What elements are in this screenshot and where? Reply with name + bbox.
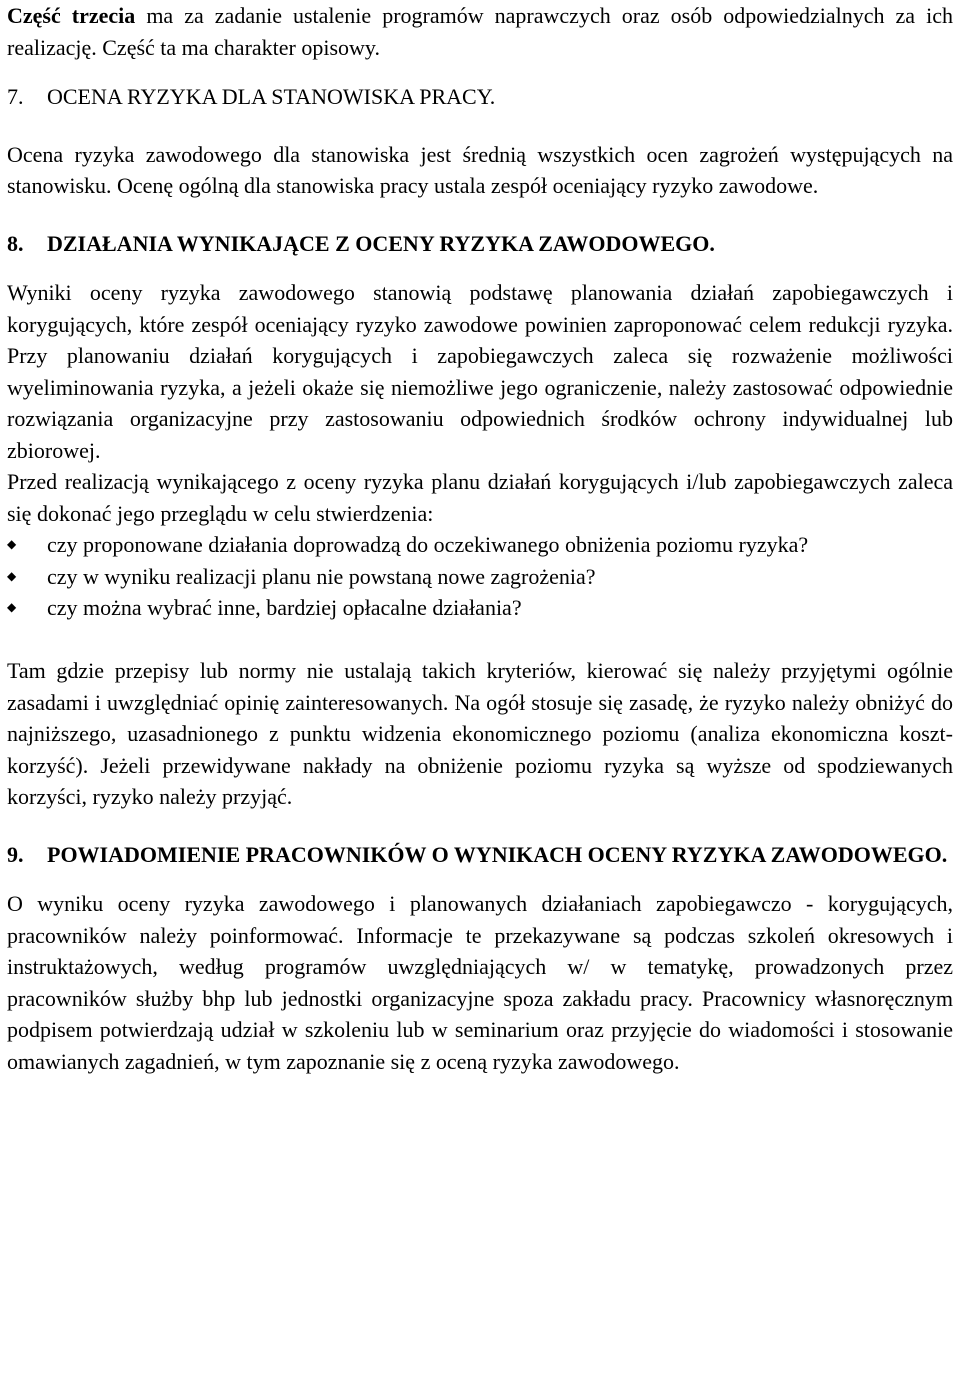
diamond-icon: ◆ [7, 537, 17, 551]
section-8-paragraph-3: Tam gdzie przepisy lub normy nie ustalają takich kryteriów, kierować się należy przyjętymi ogólnie zasadami i uwzględniać opinię zainteresowanych. Na ogół stosuje się zasadę, że ryzyko należy obniżyć do najniższego, uzasadnionego z punktu widzenia ekonomicznego poziomu (analiza ekonomiczna koszt-korzyść). Jeżeli przewidywane nakłady na obniżenie poziomu ryzyka są wyższe od spodziewanych korzyści, ryzyko należy przyjąć. [7, 658, 953, 809]
section-7-title: OCENA RYZYKA DLA STANOWISKA PRACY. [47, 84, 496, 109]
section-8-heading [7, 228, 953, 260]
diamond-icon: ◆ [7, 568, 17, 583]
list-item-text: czy można wybrać inne, bardziej opłacalne działania? [47, 595, 522, 620]
section-7-number: 7. [7, 84, 24, 109]
list-item [7, 561, 953, 593]
list-item-text: czy w wyniku realizacji planu nie powstaną nowe zagrożenia? [47, 563, 596, 589]
section-9-title: POWIADOMIENIE PRACOWNIKÓW O WYNIKACH OCENY RYZYKA ZAWODOWEGO. [47, 841, 948, 867]
diamond-icon: ◆ [7, 600, 17, 614]
section-8-paragraph-1: Wyniki oceny ryzyka zawodowego stanowią podstawę planowania działań zapobiegawczych i korygujących, które zespół oceniający ryzyko zawodowe powinien zaproponować celem redukcji ryzyka. Przy planowaniu działań korygujących i zapobiegawczych zaleca się rozważenie możliwości wyeliminowania ryzyka, a jeżeli okaże się niemożliwe jego ograniczenie, należy zastosować odpowiednie rozwiązania organizacyjne przy zastosowaniu odpowiednich środków ochrony indywidualnej lub zbiorowej. [7, 280, 953, 463]
list-item [7, 529, 953, 561]
section-7-heading [7, 81, 953, 113]
section-9-heading [7, 839, 953, 871]
intro-text: ma za zadanie ustalenie programów naprawczych oraz osób odpowiedzialnych za ich realizację. Część ta ma charakter opisowy. [7, 3, 953, 60]
list-item [7, 592, 953, 624]
intro-bold-lead: Część trzecia [7, 3, 136, 28]
bullet-list [7, 529, 953, 624]
section-8-title: DZIAŁANIA WYNIKAJĄCE Z OCENY RYZYKA ZAWODOWEGO. [47, 230, 715, 256]
section-8-number: 8. [7, 230, 24, 256]
section-7-paragraph: Ocena ryzyka zawodowego dla stanowiska jest średnią wszystkich ocen zagrożeń występujących na stanowisku. Ocenę ogólną dla stanowiska pracy ustala zespół oceniający ryzyko zawodowe. [7, 141, 953, 198]
section-9-paragraph: O wyniku oceny ryzyka zawodowego i planowanych działaniach zapobiegawczo - korygujących, pracowników należy poinformować. Informacje te przekazywane są podczas szkoleń okresowych i instruktażowych, według programów uwzględniających w/ w tematykę, prowadzonych przez pracowników służby bhp lub jednostki organizacyjne spoza zakładu pracy. Pracownicy własnoręcznym podpisem potwierdzają udział w szkoleniu lub w seminarium oraz przyjęcie do wiadomości i stosowanie omawianych zagadnień, w tym zapoznanie się z oceną ryzyka zawodowego. [7, 891, 953, 1074]
section-8-paragraph-2: Przed realizacją wynikającego z oceny ryzyka planu działań korygujących i/lub zapobiegawczych zaleca się dokonać jego przeglądu w celu stwierdzenia: [7, 469, 953, 526]
list-item-text: czy proponowane działania doprowadzą do oczekiwanego obniżenia poziomu ryzyka? [47, 532, 809, 557]
section-9-number: 9. [7, 841, 24, 867]
intro-paragraph [7, 0, 953, 63]
document-page [7, 0, 953, 1077]
